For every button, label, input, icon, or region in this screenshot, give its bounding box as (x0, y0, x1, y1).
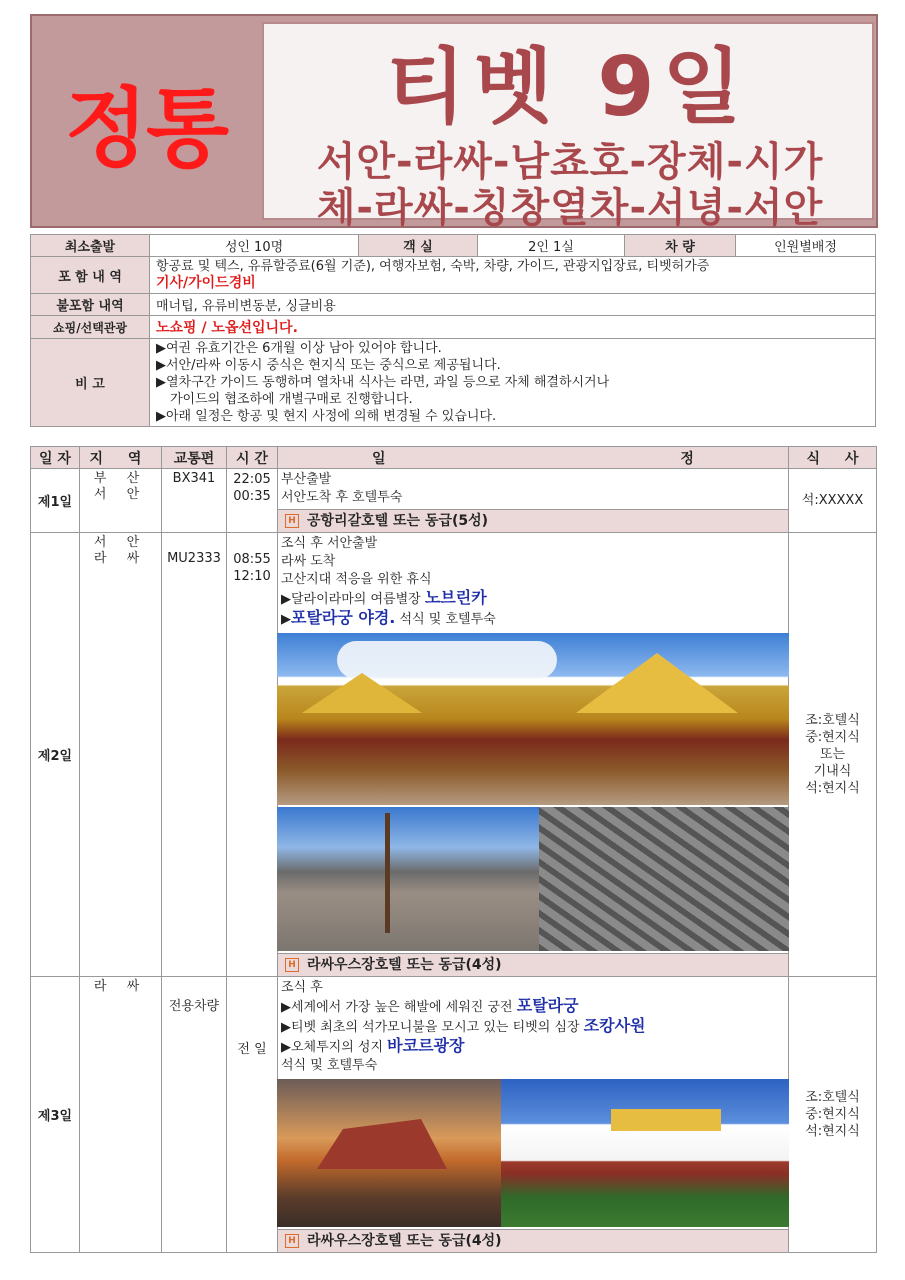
info-table (30, 234, 876, 427)
highlight-potala-night: 포탈라궁 야경. (291, 608, 396, 627)
itinerary-day-3 (31, 977, 877, 1253)
photo-row (277, 807, 789, 951)
plan-line: 석식 및 호텔투숙 (281, 1058, 378, 1073)
hotel-name: 라싸우스장호텔 또는 동급(4성) (307, 1233, 502, 1249)
vehicle-label: 차 량 (625, 235, 736, 257)
included-extra: 기사/가이드경비 (156, 275, 256, 291)
meal-line: 석:현지식 (805, 781, 860, 796)
plan-line (281, 589, 785, 609)
itinerary-table (30, 446, 877, 1253)
room-label: 객 실 (359, 235, 478, 257)
remark-item: ▶열차구간 가이드 동행하며 열차내 식사는 라면, 과일 등으로 자체 해결하시거나 (156, 375, 610, 390)
vehicle-value: 인원별배정 (736, 235, 876, 257)
time-cell (227, 533, 278, 977)
plan-line (281, 997, 785, 1017)
region-name: 라 싸 (93, 979, 148, 994)
highlight-barkhor: 바코르광장 (387, 1036, 465, 1055)
hotel-name: 공항리갈호텔 또는 동급(5성) (307, 513, 489, 529)
remark-item: ▶아래 일정은 항공 및 현지 사정에 의해 변경될 수 있습니다. (156, 409, 497, 424)
plan-text: ▶오체투지의 성지 (281, 1040, 388, 1055)
header-plan: 일 정 (278, 447, 789, 469)
min-departure-label: 최소출발 (31, 235, 150, 257)
info-row-remarks (31, 339, 876, 427)
meal-cell (789, 977, 877, 1253)
included-value: 항공료 및 텍스, 유류할증료(6월 기준), 여행자보험, 숙박, 차량, 가이드, 관광지입장료, 티벳허가증 (156, 259, 710, 274)
golden-roof-shape (287, 673, 437, 713)
meal-cell: 석:XXXXX (789, 469, 877, 533)
cloud-shape (337, 641, 557, 679)
day-label: 제1일 (31, 469, 80, 533)
remark-item: 가이드의 협조하에 개별구매로 진행합니다. (170, 392, 413, 407)
header-time: 시 간 (227, 447, 278, 469)
info-row-shopping (31, 316, 876, 339)
remarks-cell (150, 339, 876, 427)
transport-cell: 전용차량 (162, 977, 227, 1253)
brand-logo: 정통 (64, 79, 228, 179)
excluded-label: 불포함 내역 (31, 294, 150, 316)
region-cell (80, 977, 162, 1253)
info-row-departure (31, 235, 876, 257)
remark-item: ▶여권 유효기간은 6개월 이상 남아 있어야 합니다. (156, 341, 442, 356)
plan-line: 조식 후 서안출발 (281, 536, 378, 551)
region-name: 부 산 (93, 471, 148, 486)
meal-line: 조:호텔식 (805, 713, 860, 728)
plan-cell (278, 533, 789, 977)
day-label: 제2일 (31, 533, 80, 977)
route-line-2: 체-라싸-칭창열차-서녕-서안 (316, 185, 824, 231)
transport-cell: MU2333 (162, 533, 227, 977)
included-cell (150, 257, 876, 294)
meal-line: 중:현지식 (805, 1107, 860, 1122)
region-cell (80, 469, 162, 533)
time-value: 08:55 (233, 552, 271, 567)
header-day: 일 자 (31, 447, 80, 469)
included-label: 포 함 내 역 (31, 257, 150, 294)
highlight-potala: 포탈라궁 (516, 996, 579, 1015)
jokhang-temple-photo (277, 633, 789, 805)
plan-line: 고산지대 적응을 위한 휴식 (281, 572, 432, 587)
itinerary-header-row (31, 447, 877, 469)
hotel-icon: H (285, 514, 299, 528)
hotel-row (277, 1229, 789, 1252)
plan-text: 석식 및 호텔투숙 (395, 612, 496, 627)
plan-cell (278, 977, 789, 1253)
itinerary-day-1 (31, 469, 877, 533)
time-cell (227, 469, 278, 533)
golden-roof-shape (611, 1109, 721, 1131)
transport-cell: BX341 (162, 469, 227, 533)
title-panel (262, 22, 874, 231)
plan-line (281, 1017, 785, 1037)
plan-line: 조식 후 (281, 980, 323, 995)
meal-line: 기내식 (813, 764, 852, 779)
brand-area (32, 16, 260, 226)
highlight-jokhang: 조캉사원 (583, 1016, 646, 1035)
barkhor-square-photo (277, 807, 539, 951)
region-name: 서 안 (93, 535, 148, 550)
itinerary-day-2 (31, 533, 877, 977)
hotel-icon: H (285, 958, 299, 972)
plan-text: ▶달라이라마의 여름별장 (281, 592, 425, 607)
meal-line: 조:호텔식 (805, 1090, 860, 1105)
palace-shape (317, 1119, 447, 1169)
potala-sunset-photo (277, 1079, 501, 1227)
min-departure-value: 성인 10명 (150, 235, 359, 257)
time-value: 22:05 (233, 472, 271, 487)
header-transport: 교통편 (162, 447, 227, 469)
photo-row (277, 1079, 789, 1227)
info-row-included (31, 257, 876, 294)
plan-cell (278, 469, 789, 533)
plan-text: ▶세계에서 가장 높은 해발에 세워진 궁전 (281, 1000, 517, 1015)
plan-text: ▶ (281, 612, 291, 627)
day-label: 제3일 (31, 977, 80, 1253)
shopping-label: 쇼핑/선택관광 (31, 316, 150, 339)
region-name: 라 싸 (93, 551, 148, 566)
golden-roof-shape (567, 653, 747, 713)
plan-line: 라싸 도착 (281, 554, 336, 569)
highlight-norbulingka: 노브린카 (424, 588, 487, 607)
room-value: 2인 1실 (478, 235, 625, 257)
meal-line: 중:현지식 (805, 730, 860, 745)
region-cell (80, 533, 162, 977)
route-line-1: 서안-라싸-남쵸호-장체-시가 (316, 139, 824, 185)
time-value: 12:10 (233, 569, 271, 584)
time-value: 00:35 (233, 489, 271, 504)
shopping-value: 노쇼핑 / 노옵션입니다. (150, 316, 876, 339)
plan-line (281, 609, 785, 629)
hotel-name: 라싸우스장호텔 또는 동급(4성) (307, 957, 502, 973)
header-region: 지 역 (80, 447, 162, 469)
excluded-value: 매너팁, 유류비변동분, 싱글비용 (150, 294, 876, 316)
time-cell: 전 일 (227, 977, 278, 1253)
hotel-icon: H (285, 1234, 299, 1248)
plan-text: ▶티벳 최초의 석가모니불을 모시고 있는 티벳의 심장 (281, 1020, 584, 1035)
potala-palace-photo (501, 1079, 789, 1227)
plan-line: 서안도착 후 호텔투숙 (281, 490, 403, 505)
pilgrims-photo (539, 807, 789, 951)
hotel-row (277, 509, 789, 532)
plan-line: 부산출발 (281, 472, 332, 487)
remarks-label: 비 고 (31, 339, 150, 427)
info-row-excluded (31, 294, 876, 316)
header-banner (30, 14, 878, 231)
remark-item: ▶서안/라싸 이동시 중식은 현지식 또는 중식으로 제공됩니다. (156, 358, 501, 373)
prayer-pole-shape (385, 813, 390, 933)
meal-line: 석:현지식 (805, 1124, 860, 1139)
meal-cell (789, 533, 877, 977)
hotel-row (277, 953, 789, 976)
header-meal: 식 사 (789, 447, 877, 469)
meal-line: 또는 (819, 747, 846, 762)
region-name: 서 안 (93, 487, 148, 502)
page-title: 티벳 9일 (386, 40, 750, 135)
plan-line (281, 1037, 785, 1057)
